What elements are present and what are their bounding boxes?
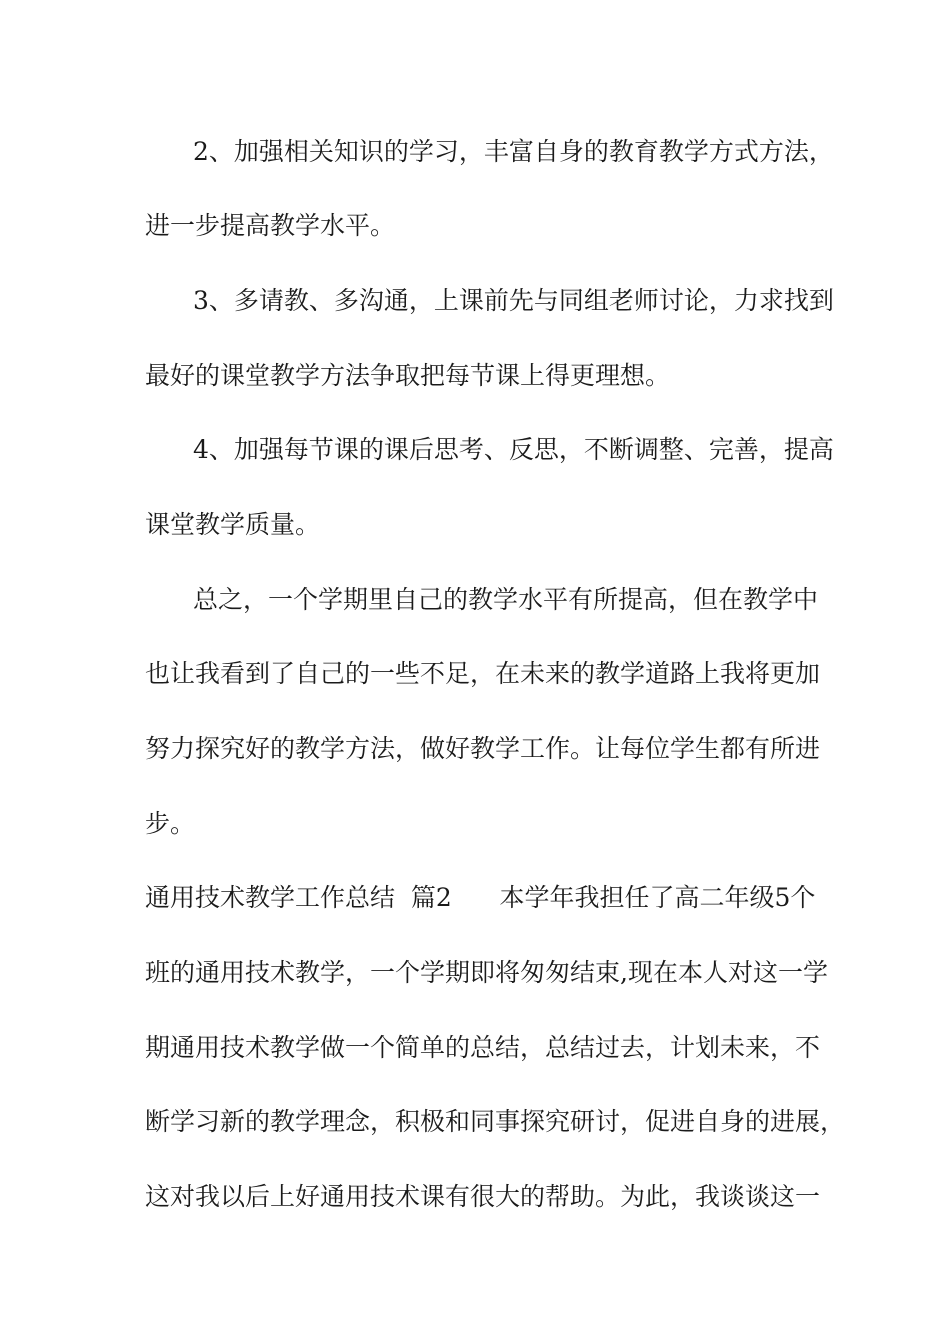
text-line: 2、加强相关知识的学习，丰富自身的教育教学方式方法，: [193, 137, 834, 166]
text-line: 最好的课堂教学方法争取把每节课上得更理想。: [145, 361, 671, 390]
text-line: 课堂教学质量。: [145, 510, 321, 539]
text-line: 步。: [145, 809, 196, 838]
text-line: 4、加强每节课的课后思考、反思，不断调整、完善，提高: [193, 435, 834, 464]
text-line: 断学习新的教学理念，积极和同事探究研讨，促进自身的进展，: [145, 1107, 846, 1136]
text-line: 努力探究好的教学方法，做好教学工作。让每位学生都有所进: [145, 734, 821, 763]
section-heading-line: 通用技术教学工作总结 篇2 本学年我担任了高二年级5个: [145, 883, 816, 912]
text-line: 班的通用技术教学，一个学期即将匆匆结束,现在本人对这一学: [145, 958, 828, 987]
text-line: 期通用技术教学做一个简单的总结，总结过去，计划未来，不: [145, 1033, 821, 1062]
text-line: 进一步提高教学水平。: [145, 211, 396, 240]
text-line: 3、多请教、多沟通，上课前先与同组老师讨论，力求找到: [193, 286, 834, 315]
text-line: 也让我看到了自己的一些不足，在未来的教学道路上我将更加: [145, 659, 821, 688]
text-line: 总之，一个学期里自己的教学水平有所提高，但在教学中: [193, 585, 819, 614]
text-line: 这对我以后上好通用技术课有很大的帮助。为此，我谈谈这一: [145, 1182, 821, 1211]
